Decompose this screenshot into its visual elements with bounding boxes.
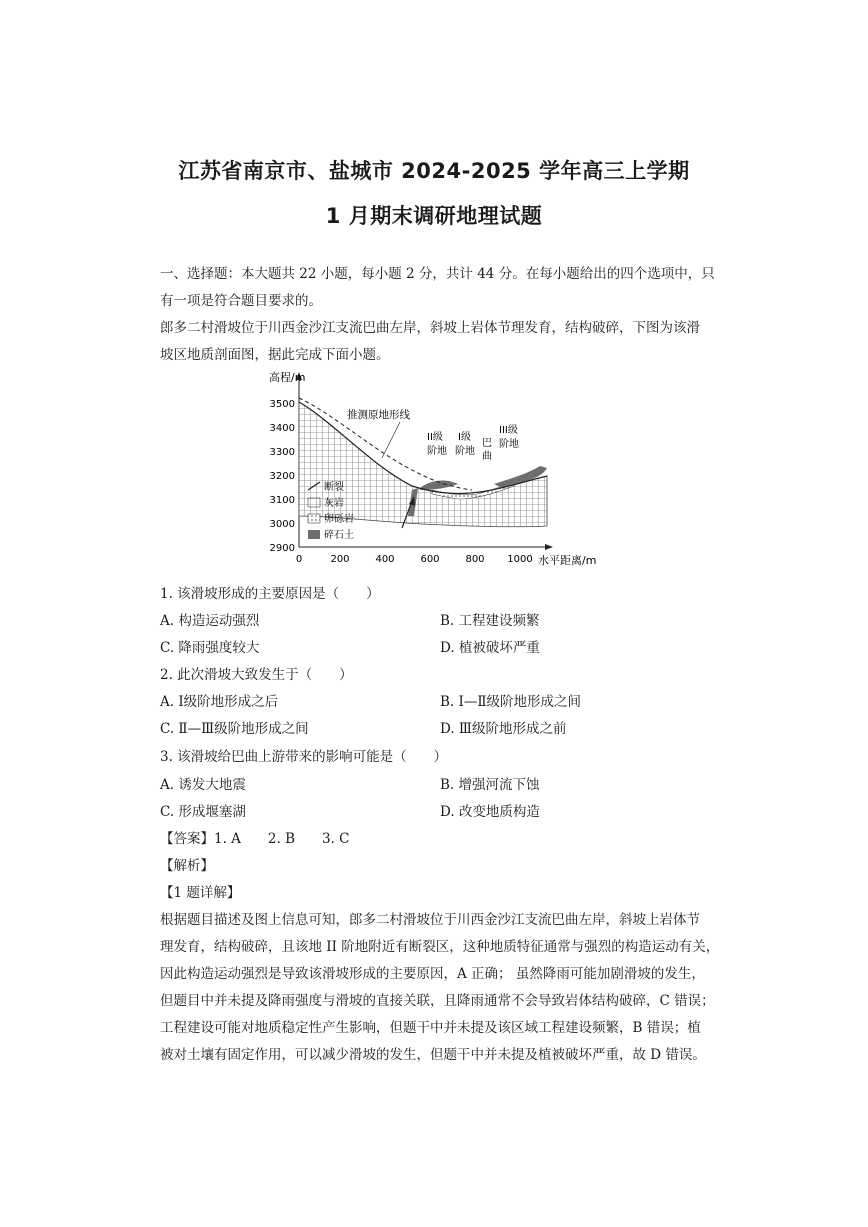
y-tick: 3200: [269, 471, 295, 482]
x-tick: 200: [330, 554, 350, 565]
q3-option-a[interactable]: A. 诱发大地震: [160, 777, 246, 793]
legend-debris: 碎石土: [324, 530, 354, 541]
y-tick: 3400: [269, 423, 295, 434]
legend-fault: 断裂: [324, 482, 344, 493]
explanation-line: 根据题目描述及图上信息可知，郎多二村滑坡位于川西金沙江支流巴曲左岸，斜坡上岩体节: [160, 912, 700, 928]
legend-limestone: 灰岩: [324, 498, 344, 509]
explanation-line: 因此构造运动强烈是导致该滑坡形成的主要原因，A 正确； 虽然降雨可能加剧滑坡的发生，: [160, 966, 705, 982]
x-tick: 0: [295, 554, 303, 565]
question-1-stem: 1. 该滑坡形成的主要原因是（ ）: [160, 586, 380, 602]
page-title-line2: 1 月期末调研地理试题: [325, 204, 543, 228]
x-tick: 1000: [507, 554, 533, 565]
explanation-line: 但题目中并未提及降雨强度与滑坡的直接关联，且降雨通常不会导致岩体结构破碎，C 错误；: [160, 993, 715, 1009]
y-tick: 3000: [269, 519, 295, 530]
q3-option-d[interactable]: D. 改变地质构造: [440, 804, 540, 820]
q2-option-b[interactable]: B. Ⅰ—Ⅱ级阶地形成之间: [440, 694, 582, 710]
q1-option-b[interactable]: B. 工程建设频繁: [440, 613, 540, 629]
river-label: 曲: [482, 451, 492, 462]
x-tick: 600: [420, 554, 440, 565]
river-label: 巴: [482, 438, 492, 449]
terrace-iii-label: 阶地: [499, 439, 519, 450]
x-tick: 800: [465, 554, 485, 565]
q3-option-c[interactable]: C. 形成堰塞湖: [160, 804, 246, 820]
material-text: 郎多二村滑坡位于川西金沙江支流巴曲左岸，斜坡上岩体节理发育，结构破碎，下图为该滑: [160, 320, 700, 336]
question-2-stem: 2. 此次滑坡大致发生于（ ）: [160, 667, 353, 683]
terrace-i-label: I级: [458, 432, 471, 443]
q2-option-a[interactable]: A. Ⅰ级阶地形成之后: [160, 694, 279, 710]
q1-option-c[interactable]: C. 降雨强度较大: [160, 640, 260, 656]
q2-option-d[interactable]: D. Ⅲ级阶地形成之前: [440, 721, 567, 737]
cross-section-figure: [262, 366, 614, 570]
explanation-line: 工程建设可能对地质稳定性产生影响，但题干中并未提及该区域工程建设频繁，B 错误；植: [160, 1020, 701, 1036]
x-axis-label: 水平距离/m: [538, 554, 597, 567]
terrace-ii-label: II级: [427, 432, 443, 443]
y-tick: 3500: [269, 399, 295, 410]
terrace-iii-label: III级: [499, 425, 518, 436]
y-tick: 3100: [269, 495, 295, 506]
analysis-label: 【解析】: [160, 858, 214, 874]
q2-option-c[interactable]: C. Ⅱ—Ⅲ级阶地形成之间: [160, 721, 309, 737]
explanation-line: 被对土壤有固定作用，可以减少滑坡的发生，但题干中并未提及植被破坏严重，故 D 错误。: [160, 1047, 706, 1063]
page-title-line1: 江苏省南京市、盐城市 2024-2025 学年高三上学期: [178, 159, 690, 183]
material-text-cont: 坡区地质剖面图，据此完成下面小题。: [160, 347, 390, 363]
x-tick: 400: [375, 554, 395, 565]
detail-label: 【1 题详解】: [160, 885, 241, 901]
answer-line: 【答案】1. A 2. B 3. C: [160, 831, 350, 847]
terrace-i-label: 阶地: [455, 446, 475, 457]
explanation-line: 理发育，结构破碎，且该地 II 阶地附近有断裂区，这种地质特征通常与强烈的构造运动有关，: [160, 939, 720, 955]
y-axis-label: 高程/m: [269, 371, 306, 384]
y-tick: 3300: [269, 447, 295, 458]
legend-gravel: 卵砾岩: [324, 514, 354, 525]
terrace-ii-label: 阶地: [427, 446, 447, 457]
q3-option-b[interactable]: B. 增强河流下蚀: [440, 777, 540, 793]
y-tick: 2900: [269, 543, 295, 554]
q1-option-d[interactable]: D. 植被破坏严重: [440, 640, 540, 656]
section-intro: 一、选择题：本大题共 22 小题，每小题 2 分，共计 44 分。在每小题给出的四个选项中，只: [160, 266, 715, 282]
inferred-line-label: 推测原地形线: [347, 409, 410, 421]
q1-option-a[interactable]: A. 构造运动强烈: [160, 613, 260, 629]
section-intro-cont: 有一项是符合题目要求的。: [160, 293, 322, 309]
question-3-stem: 3. 该滑坡给巴曲上游带来的影响可能是（ ）: [160, 749, 448, 765]
